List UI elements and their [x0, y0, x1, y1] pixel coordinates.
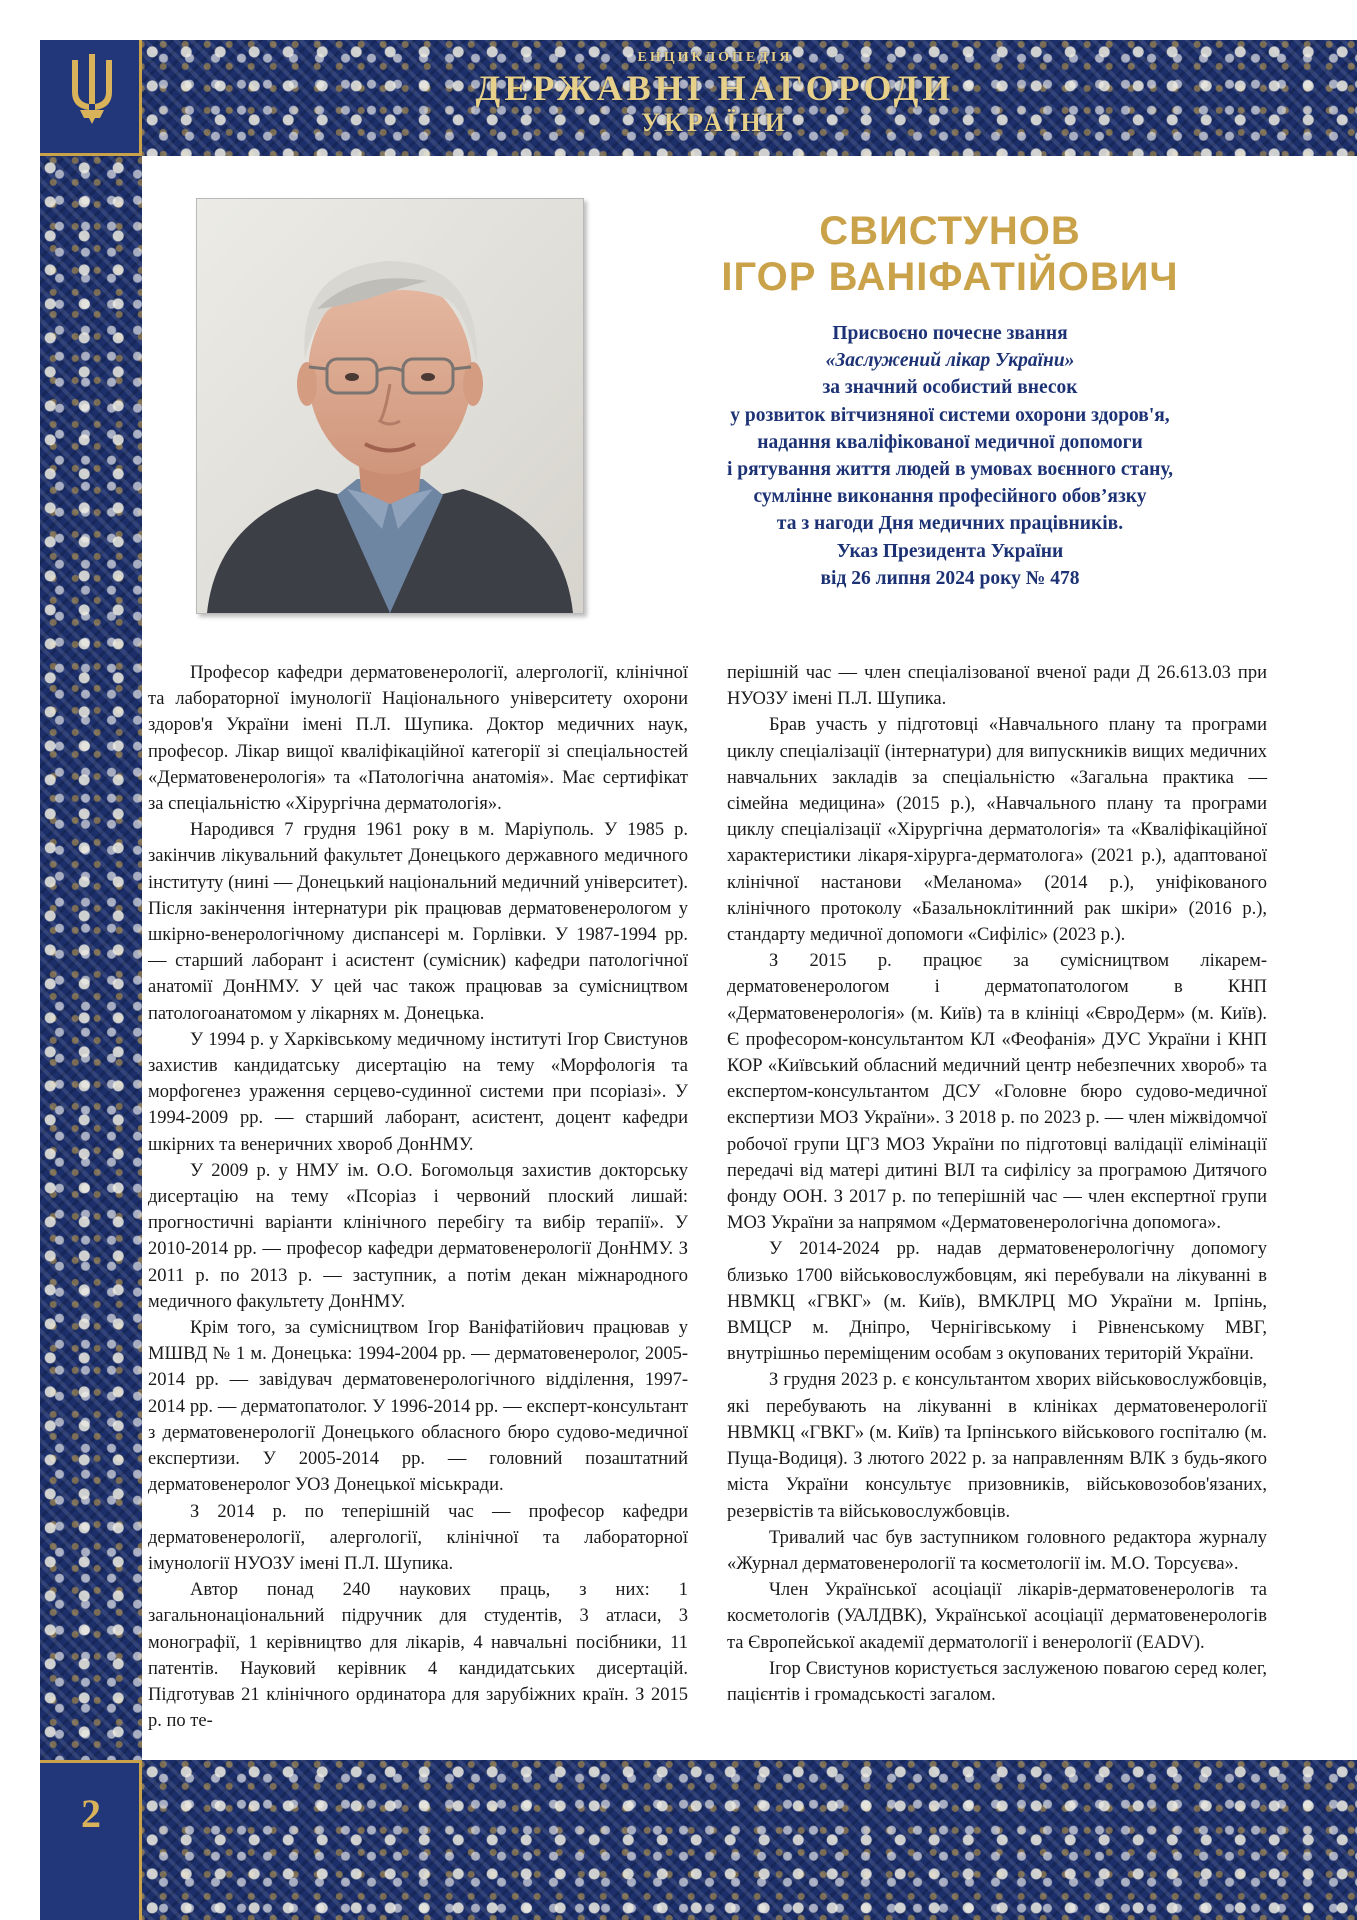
award-line: за значний особистий внесок	[822, 377, 1078, 399]
encyclopedia-banner	[470, 44, 960, 152]
biography-paragraph: Тривалий час був заступником головного редактора журналу «Журнал дерматовенерології та косметології ім. М.О. Торсуєва».	[727, 1527, 1267, 1574]
award-line: сумлінне виконання професійного обов’язку	[753, 486, 1147, 508]
ornament-bottom-band	[40, 1760, 1357, 1920]
award-line: Присвоєно почесне звання	[832, 323, 1068, 344]
biography-paragraph: Член Української асоціації лікарів-дерматовенерологів та косметологів (УАЛДВК), Української асоціації дерматовенерологів та Європейської академії дерматології і венерології (EADV).	[727, 1580, 1267, 1653]
biography-paragraph: З грудня 2023 р. є консультантом хворих військовослужбовців, які перебувають на лікуванні в клініках дерматовенерології НВМКЦ «ГВКГ» (м. Київ) та Ірпінського військового госпіталю (м. Пуща-Водиця). З лютого 2022 р. за направленням ВЛК з будь-якого міста України консультує призовників, військовозобов'язаних, резервістів та військовослужбовців.	[727, 1370, 1267, 1522]
biography-left-column	[148, 660, 688, 1734]
biography-paragraph: У 1994 р. у Харківському медичному інституті Ігор Свистунов захистив кандидатську дисертацію на тему «Морфологія та морфогенез ураження серцево-судинної системи при псоріазі». У 1994-2009 рр. — старший лаборант, асистент, доцент кафедри шкірних та венеричних хвороб ДонНМУ.	[148, 1029, 688, 1155]
banner-small-title: ЕНЦИКЛОПЕДІЯ	[637, 50, 793, 65]
trident-icon	[70, 52, 114, 126]
biography-paragraph: Народився 7 грудня 1961 року в м. Маріуполь. У 1985 р. закінчив лікувальний факультет Донецького державного медичного інституту (нині — Донецький національний медичний університет). Після закінчення інтернатури рік працював дерматовенерологом у шкірно-венерологічному диспансері м. Горлівки. У 1987-1994 рр. — старший лаборант і асистент (сумісник) кафедри патологічної анатомії ДонНМУ. У цей час також працював за сумісництвом патологоанатомом у лікарнях м. Донецька.	[148, 820, 688, 1024]
banner-main-title: ДЕРЖАВНІ НАГОРОДИ	[475, 68, 955, 108]
award-line: надання кваліфікованої медичної допомоги	[757, 431, 1143, 453]
award-decree: Указ Президента України	[836, 540, 1064, 562]
award-line: у розвиток вітчизняної системи охорони здоров'я,	[730, 404, 1170, 426]
biography-paragraph: перішній час — член спеціалізованої вченої ради Д 26.613.03 при НУОЗУ імені П.Л. Шупика.	[727, 663, 1267, 710]
biography-paragraph: У 2009 р. у НМУ ім. О.О. Богомольця захистив докторську дисертацію на тему «Псоріаз і червоний плоский лишай: прогностичні варіанти клінічного перебігу та вибір терапії». У 2010-2014 рр. — професор кафедри дерматовенерології ДонНМУ. З 2011 р. по 2013 р. — заступник, а потім декан міжнародного медичного факультету ДонНМУ.	[148, 1160, 688, 1312]
person-given-names: ІГОР ВАНІФАТІЙОВИЧ	[721, 255, 1179, 299]
person-surname: СВИСТУНОВ	[819, 209, 1081, 253]
biography-paragraph: Ігор Свистунов користується заслуженою повагою серед колег, пацієнтів і громадськості загалом.	[727, 1658, 1267, 1705]
award-decree-date: від 26 липня 2024 року № 478	[820, 567, 1080, 589]
award-statement	[640, 320, 1260, 592]
biography-paragraph: З 2015 р. працює за сумісництвом лікарем-дерматовенерологом і дерматопатологом в КНП «Дерматовенерологія» (м. Київ) та в клініці «ЄвроДерм» (м. Київ). Є професором-консультантом КЛ «Феофанія» ДУС України і КНП КОР «Київський обласний медичний центр небезпечних хвороб» та експертом-консультантом ДСУ «Головне бюро судово-медичної експертизи МОЗ України». З 2018 р. по 2023 р. — член міжвідомчої робочої групи ЦГЗ МОЗ України по підготовці валідації елімінації передачі від матері дитині ВІЛ та сифілісу за програмою Дитячого фонду ООН. З 2017 р. по теперішній час — член експертної групи МОЗ України за напрямом «Дерматовенерологічна допомога».	[727, 951, 1267, 1234]
biography-right-column	[727, 660, 1267, 1708]
award-line: «Заслужений лікар України»	[825, 350, 1075, 372]
banner-subtitle: УКРАЇНИ	[641, 108, 789, 137]
footer-corner	[40, 1760, 142, 1920]
person-name	[640, 208, 1260, 300]
award-line: та з нагоди Дня медичних працівників.	[776, 513, 1124, 535]
biography-paragraph: Брав участь у підготовці «Навчального плану та програми циклу спеціалізації (інтернатури) для випускників вищих медичних навчальних закладів за спеціальністю «Загальна практика — сімейна медицина» (2015 р.), «Навчального плану та програми циклу спеціалізації «Хірургічна дерматологія» та «Кваліфікаційної характеристики лікаря-хірурга-дерматолога» (2021 р.), адаптованої клінічної настанови «Меланома» (2014 р.), уніфікованого клінічного протоколу «Базальноклітинний рак шкіри» (2016 р.), стандарту медичної допомоги «Сифіліс» (2023 р.).	[727, 715, 1267, 946]
biography-paragraph: Професор кафедри дерматовенерології, алергології, клінічної та лабораторної імунології Національного університету охорони здоров'я України імені П.Л. Шупика. Доктор медичних наук, професор. Лікар вищої кваліфікаційної категорії зі спеціальностей «Дерматовенерологія» та «Патологічна анатомія». Має сертифікат за спеціальністю «Хірургічна дерматологія».	[148, 663, 688, 815]
biography-paragraph: У 2014-2024 рр. надав дерматовенерологічну допомогу близько 1700 військовослужбовцям, які перебували на лікуванні в НВМКЦ «ГВКГ» (м. Київ), ВМКЛРЦ МО України м. Ірпінь, ВМЦСР м. Дніпро, Чернігівському і Рівненському МВГ, внутрішньо переміщеним особам з окупованих територій України.	[727, 1239, 1267, 1365]
portrait-photo	[196, 198, 584, 614]
biography-paragraph: З 2014 р. по теперішній час — професор кафедри дерматовенерології, алергології, клінічної та лабораторної імунології НУОЗУ імені П.Л. Шупика.	[148, 1501, 688, 1574]
biography-paragraph: Крім того, за сумісництвом Ігор Ваніфатійович працював у МШВД № 1 м. Донецька: 1994-2004 рр. — дерматовенеролог, 2005-2014 рр. — завідувач дерматовенерологічного відділення, 1997-2014 рр. — дерматопатолог. У 1996-2014 рр. — експерт-консультант з дерматовенерології Донецького обласного бюро судово-медичної експертизи. У 2005-2014 рр. — головний позаштатний дерматовенеролог УОЗ Донецької міськради.	[148, 1318, 688, 1496]
biography-paragraph: Автор понад 240 наукових праць, з них: 1 загальнонаціональний підручник для студентів, 3 атласи, 3 монографії, 1 керівництво для лікарів, 4 навчальні посібники, 11 патентів. Науковий керівник 4 кандидатських дисертацій. Підготував 21 клінічного ординатора для зарубіжних країн. З 2015 р. по те-	[148, 1580, 688, 1732]
page-number: 2	[81, 1791, 101, 1836]
ornament-left-band	[40, 156, 142, 1800]
award-line: і рятування життя людей в умовах воєнного стану,	[726, 459, 1173, 481]
